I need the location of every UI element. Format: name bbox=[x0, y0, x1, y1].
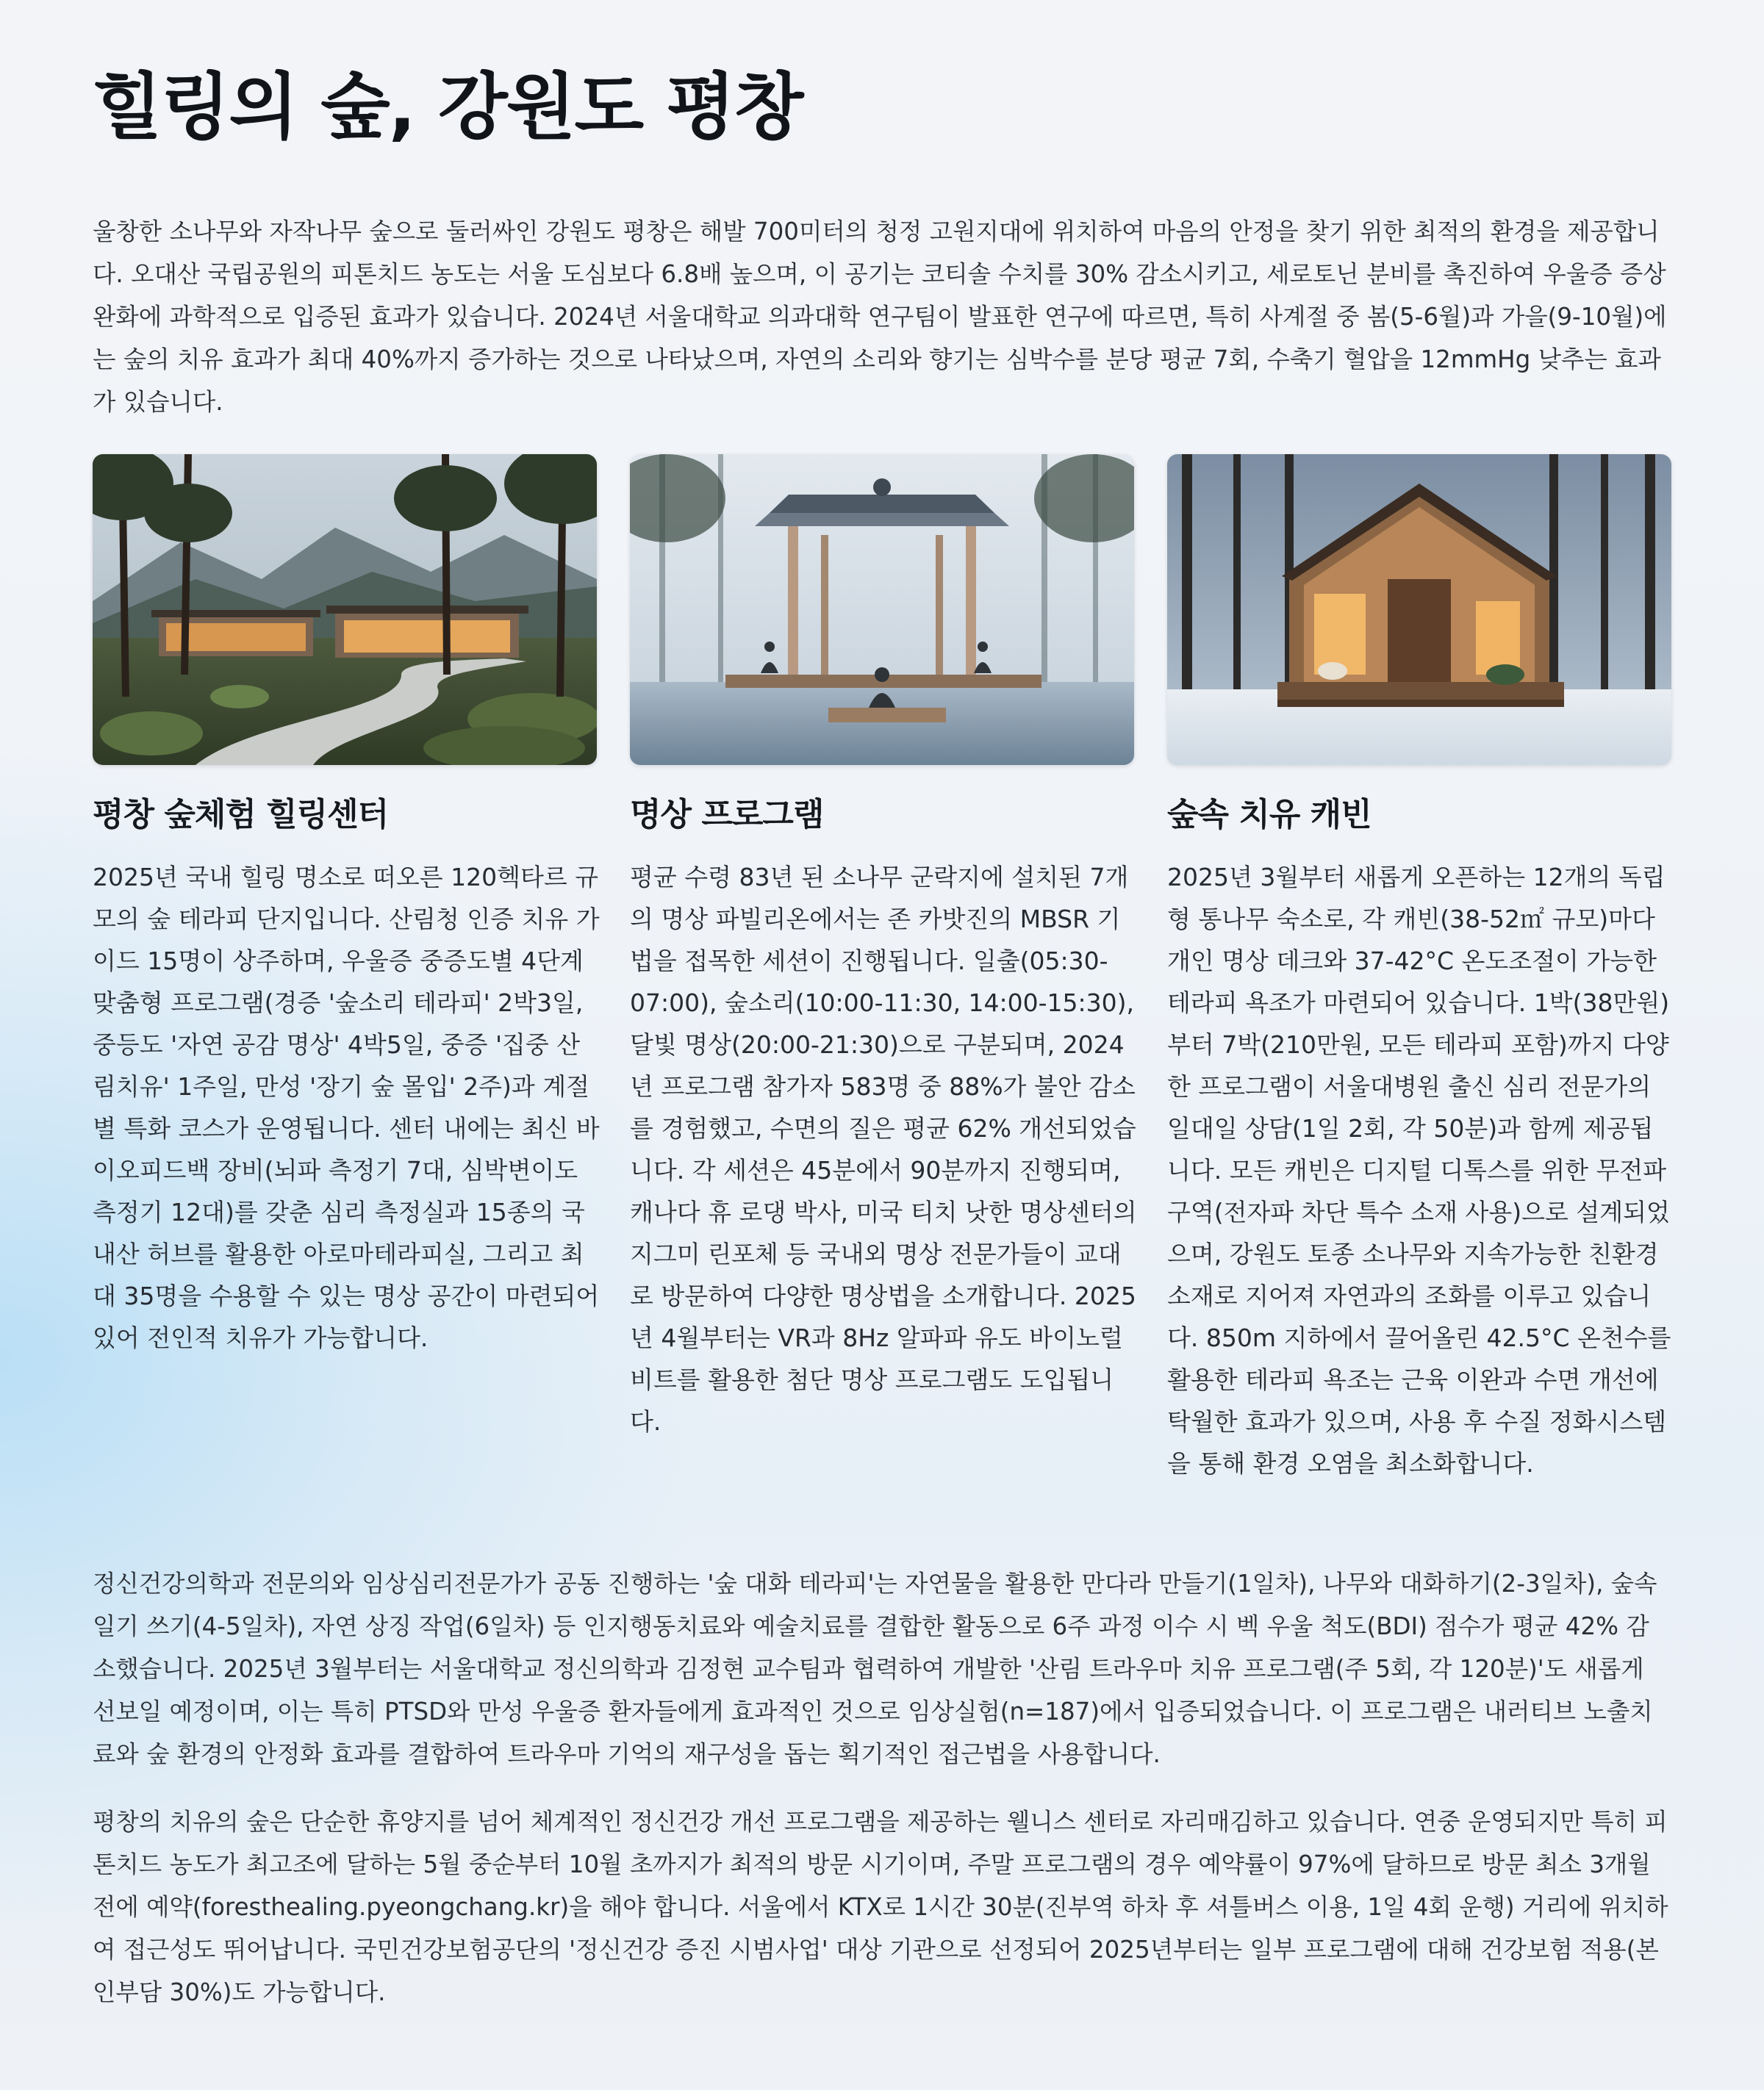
card-title: 숲속 치유 캐빈 bbox=[1167, 796, 1372, 833]
healing-center-photo bbox=[93, 454, 597, 765]
card-body: 2025년 국내 힐링 명소로 떠오른 120헥타르 규모의 숲 테라피 단지입니다. 산림청 인증 치유 가이드 15명이 상주하며, 우울증 중증도별 4단계 맞춤형 프로그램(경증 '숲소리 테라피' 2박3일, 중등도 '자연 공감 명상' 4박5일, 중증 '집중 산림치유' 1주일, 만성 '장기 숲 몰입' 2주)과 계절별 특화 코스가 운영됩니다. 센터 내에는 최신 바이오피드백 장비(뇌파 측정기 7대, 심박변이도 측정기 12대)를 갖춘 심리 측정실과 15종의 국내산 허브를 활용한 아로마테라피실, 그리고 최대 35명을 수용할 수 있는 명상 공간이 마련되어 있어 전인적 치유가 가능합니다. bbox=[93, 863, 600, 1352]
card-healing-center bbox=[93, 454, 600, 1359]
page-title: 힐링의 숲, 강원도 평창 bbox=[93, 65, 803, 149]
card-title: 명상 프로그램 bbox=[630, 796, 824, 833]
therapy-paragraph: 정신건강의학과 전문의와 임상심리전문가가 공동 진행하는 '숲 대화 테라피'는 자연물을 활용한 만다라 만들기(1일차), 나무와 대화하기(2-3일차), 숲속 일기 쓰기(4-5일차), 자연 상징 작업(6일차) 등 인지행동치료와 예술치료를 결합한 활동으로 6주 과정 이수 시 벡 우울 척도(BDI) 점수가 평균 42% 감소했습니다. 2025년 3월부터는 서울대학교 정신의학과 김정현 교수팀과 협력하여 개발한 '산림 트라우마 치유 프로그램(주 5회, 각 120분)'도 새롭게 선보일 예정이며, 이는 특히 PTSD와 만성 우울증 환자들에게 효과적인 것으로 임상실험(n=187)에서 입증되었습니다. 이 프로그램은 내러티브 노출치료와 숲 환경의 안정화 효과를 결합하여 트라우마 기억의 재구성을 돕는 획기적인 접근법을 사용합니다. bbox=[93, 1570, 1657, 1768]
card-body: 평균 수령 83년 된 소나무 군락지에 설치된 7개의 명상 파빌리온에서는 존 카밧진의 MBSR 기법을 접목한 세션이 진행됩니다. 일출(05:30-07:00), 숲소리(10:00-11:30, 14:00-15:30), 달빛 명상(20:00-21:30)으로 구분되며, 2024년 프로그램 참가자 583명 중 88%가 불안 감소를 경험했고, 수면의 질은 평균 62% 개선되었습니다. 각 세션은 45분에서 90분까지 진행되며, 캐나다 휴 로댕 박사, 미국 티치 낫한 명상센터의 지그미 린포체 등 국내외 명상 전문가들이 교대로 방문하여 다양한 명상법을 소개합니다. 2025년 4월부터는 VR과 8Hz 알파파 유도 바이노럴 비트를 활용한 첨단 명상 프로그램도 도입됩니다. bbox=[630, 863, 1137, 1436]
card-body: 2025년 3월부터 새롭게 오픈하는 12개의 독립형 통나무 숙소로, 각 캐빈(38-52㎡ 규모)마다 개인 명상 데크와 37-42°C 온도조절이 가능한 테라피 욕조가 마련되어 있습니다. 1박(38만원)부터 7박(210만원, 모든 테라피 포함)까지 다양한 프로그램이 서울대병원 출신 심리 전문가의 일대일 상담(1일 2회, 각 50분)과 함께 제공됩니다. 모든 캐빈은 디지털 디톡스를 위한 무전파 구역(전자파 차단 특수 소재 사용)으로 설계되었으며, 강원도 토종 소나무와 지속가능한 친환경 소재로 지어져 자연과의 조화를 이루고 있습니다. 850m 지하에서 끌어올린 42.5°C 온천수를 활용한 테라피 욕조는 근육 이완과 수면 개선에 탁월한 효과가 있으며, 사용 후 수질 정화시스템을 통해 환경 오염을 최소화합니다. bbox=[1167, 863, 1671, 1478]
card-title: 평창 숲체험 힐링센터 bbox=[93, 796, 389, 833]
forest-cabin-photo bbox=[1167, 454, 1671, 765]
intro-paragraph: 울창한 소나무와 자작나무 숲으로 둘러싸인 강원도 평창은 해발 700미터의 청정 고원지대에 위치하여 마음의 안정을 찾기 위한 최적의 환경을 제공합니다. 오대산 국립공원의 피톤치드 농도는 서울 도심보다 6.8배 높으며, 이 공기는 코티솔 수치를 30% 감소시키고, 세로토닌 분비를 촉진하여 우울증 증상 완화에 과학적으로 입증된 효과가 있습니다. 2024년 서울대학교 의과대학 연구팀이 발표한 연구에 따르면, 특히 사계절 중 봄(5-6월)과 가을(9-10월)에는 숲의 치유 효과가 최대 40%까지 증가하는 것으로 나타났으며, 자연의 소리와 향기는 심박수를 분당 평균 7회, 수축기 혈압을 12mmHg 낮추는 효과가 있습니다. bbox=[93, 218, 1667, 416]
card-forest-cabin bbox=[1167, 454, 1671, 1484]
visit-info-paragraph: 평창의 치유의 숲은 단순한 휴양지를 넘어 체계적인 정신건강 개선 프로그램을 제공하는 웰니스 센터로 자리매김하고 있습니다. 연중 운영되지만 특히 피톤치드 농도가 최고조에 달하는 5월 중순부터 10월 초까지가 최적의 방문 시기이며, 주말 프로그램의 경우 예약률이 97%에 달하므로 방문 최소 3개월 전에 예약(foresthealing.pyeongchang.kr)을 해야 합니다. 서울에서 KTX로 1시간 30분(진부역 하차 후 셔틀버스 이용, 1일 4회 운행) 거리에 위치하여 접근성도 뛰어납니다. 국민건강보험공단의 '정신건강 증진 시범사업' 대상 기관으로 선정되어 2025년부터는 일부 프로그램에 대해 건강보험 적용(본인부담 30%)도 가능합니다. bbox=[93, 1808, 1668, 2006]
meditation-pavilion-photo bbox=[630, 454, 1134, 765]
card-meditation bbox=[630, 454, 1137, 1443]
